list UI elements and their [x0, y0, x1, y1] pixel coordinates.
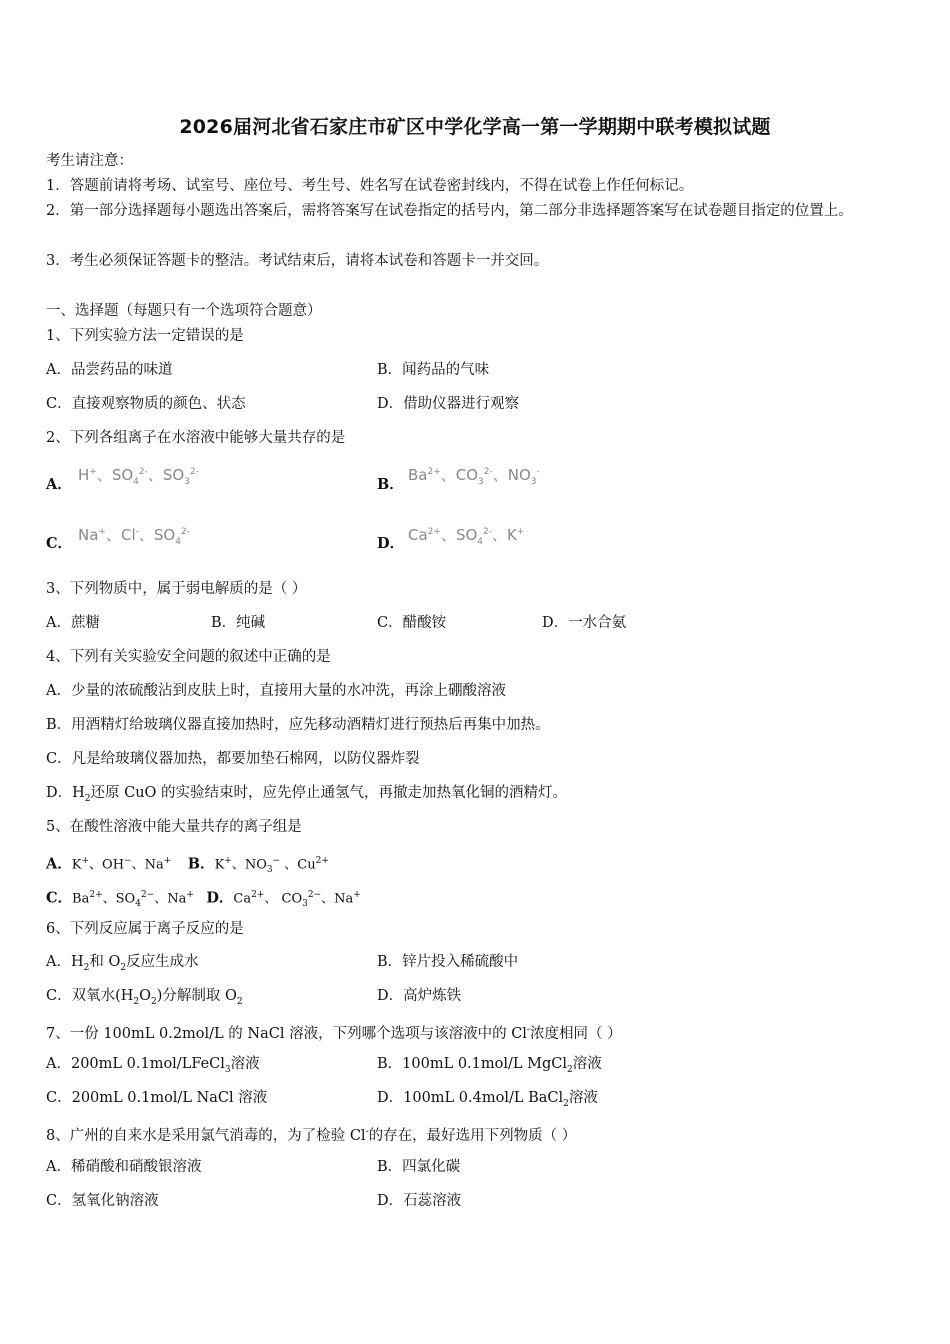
q5-options-ab: A．K+、OH−、Na+ B．K+、$NO_3^-$ 、$Cu^{2+}$: [46, 855, 329, 875]
q7-option-c: C．200mL 0.1mol/L NaCl 溶液: [46, 1090, 268, 1106]
q7-option-d: D．100mL 0.4mol/L BaCl$_2$溶液: [377, 1090, 598, 1109]
q5-stem: 5、在酸性溶液中能大量共存的离子组是: [46, 819, 302, 835]
q4-stem: 4、下列有关实验安全问题的叙述中正确的是: [46, 649, 331, 665]
q1-option-c: C．直接观察物质的颜色、状态: [46, 396, 246, 412]
q6-option-b: B．锌片投入稀硫酸中: [377, 954, 519, 970]
q8-option-d: D．石蕊溶液: [377, 1193, 462, 1209]
q6-stem: 6、下列反应属于离子反应的是: [46, 921, 244, 937]
q3-option-d: D．一水合氨: [542, 615, 627, 631]
q3-option-a: A．蔗糖: [46, 615, 100, 631]
notice-item-2: 2．第一部分选择题每小题选出答案后，需将答案写在试卷指定的括号内，第二部分非选择题答案写在试卷题目指定的位置上。: [46, 203, 853, 219]
section-heading: 一、选择题（每题只有一个选项符合题意）: [46, 303, 322, 319]
q4-option-a: A．少量的浓硫酸沾到皮肤上时，直接用大量的水冲洗，再涂上硼酸溶液: [46, 683, 506, 699]
q1-option-d: D．借助仪器进行观察: [377, 396, 520, 412]
q2-option-b-formula: $Ba^{2+}$、$CO_3^{2-}$、$NO_3^-$: [408, 466, 540, 487]
q2-stem: 2、下列各组离子在水溶液中能够大量共存的是: [46, 430, 346, 446]
q8-option-b: B．四氯化碳: [377, 1159, 461, 1175]
q6-option-a: A．$H_2$和 $O_2$反应生成水: [46, 954, 199, 973]
q1-stem: 1、下列实验方法一定错误的是: [46, 328, 244, 344]
q2-option-d-label: D．: [377, 535, 405, 552]
q3-option-b: B．纯碱: [211, 615, 266, 631]
q2-option-c-formula: Na+、Cl-、$SO_4^{2-}$: [78, 526, 190, 547]
q6-option-d: D．高炉炼铁: [377, 988, 462, 1004]
notice-item-3: 3．考生必须保证答题卡的整洁。考试结束后，请将本试卷和答题卡一并交回。: [46, 253, 549, 269]
q1-option-a: A．品尝药品的味道: [46, 362, 173, 378]
notice-item-1: 1．答题前请将考场、试室号、座位号、考生号、姓名写在试卷密封线内，不得在试卷上作任何标记。: [46, 178, 694, 194]
q4-option-c: C．凡是给玻璃仪器加热，都要加垫石棉网，以防仪器炸裂: [46, 751, 420, 767]
q7-option-a: A．200mL 0.1mol/LFeCl$_3$溶液: [46, 1056, 260, 1075]
page-title: 2026届河北省石家庄市矿区中学化学高一第一学期期中联考模拟试题: [179, 116, 771, 138]
q4-option-b: B．用酒精灯给玻璃仪器直接加热时，应先移动酒精灯进行预热后再集中加热。: [46, 717, 550, 733]
q7-stem: 7、一份 100mL 0.2mol/L 的 NaCl 溶液，下列哪个选项与该溶液中的 Cl-浓度相同（ ）: [46, 1025, 622, 1042]
q6-option-c: C．双氧水$(H_2O_2)$分解制取 $O_2$: [46, 988, 243, 1007]
q8-option-a: A．稀硝酸和硝酸银溶液: [46, 1159, 202, 1175]
q2-option-d-formula: $Ca^{2+}$、$SO_4^{2-}$、K+: [408, 526, 525, 547]
q2-option-b-label: B．: [377, 476, 404, 493]
q3-option-c: C．醋酸铵: [377, 615, 447, 631]
notice-heading: 考生请注意：: [46, 153, 133, 169]
q2-option-a-label: A．: [46, 476, 72, 493]
q8-stem: 8、广州的自来水是采用氯气消毒的，为了检验 Cl-的存在，最好选用下列物质（ ）: [46, 1127, 577, 1144]
q7-option-b: B．100mL 0.1mol/L MgCl$_2$溶液: [377, 1056, 602, 1075]
q3-stem: 3、下列物质中，属于弱电解质的是（ ）: [46, 581, 307, 597]
q4-option-d: D．$H_2$还原 CuO 的实验结束时，应先停止通氢气，再撤走加热氧化铜的酒精灯。: [46, 785, 568, 804]
q1-option-b: B．闻药品的气味: [377, 362, 490, 378]
q2-option-a-formula: H+、$SO_4^{2-}$、$SO_3^{2-}$: [78, 466, 199, 487]
q8-option-c: C．氢氧化钠溶液: [46, 1193, 159, 1209]
q2-option-c-label: C．: [46, 535, 73, 552]
q5-options-cd: C．$Ba^{2+}$、$SO_4^{2-}$、Na+ D．$Ca^{2+}$、 $CO_3^{2-}$、Na+: [46, 889, 361, 909]
